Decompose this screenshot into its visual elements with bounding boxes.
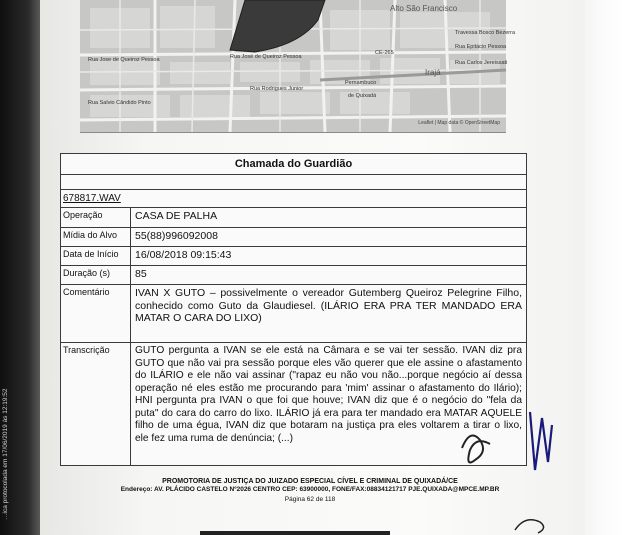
scan-left-edge bbox=[0, 0, 40, 535]
field-value: GUTO pergunta a IVAN se ele está na Câmara e se vai ter sessão. IVAN diz pra GUTO que não vai pra sessão porque eles vão querer que ele assine o afastamento do ILÁRIO e ele não vai assinar ("rapaz eu não vou não...porque negócio aí dessa operação né eles estão me procurando para 'mim' assinar o afastamento do Ilário); HNI pergunta pra IVAN o que foi que houve; IVAN diz que é o negócio do "fela da puta" do cara do carro do lixo. ILÁRIO já era para ter mandado era MATAR AQUELE filho de uma égua, IVAN diz que botaram na justiça pra eles voltarem a tirar o lixo, ele fez uma ruma de denúncia; (...) bbox=[135, 345, 522, 444]
field-row-operacao bbox=[61, 208, 526, 228]
field-label: Data de Início bbox=[61, 247, 131, 265]
field-row-data-de-inicio bbox=[61, 247, 526, 266]
map-street-label: Travessa Bosco Bezerra bbox=[455, 30, 516, 36]
field-label: Mídia do Alvo bbox=[61, 228, 131, 246]
map-street-label: Pernambuco bbox=[345, 80, 377, 86]
form-title: Chamada do Guardião bbox=[61, 154, 526, 175]
field-label: Comentário bbox=[61, 285, 131, 342]
scan-bottom-strip bbox=[200, 531, 390, 535]
field-value: 85 bbox=[135, 268, 147, 280]
guardiao-call-form bbox=[60, 153, 527, 466]
field-row-duracao bbox=[61, 266, 526, 285]
field-row-midia-do-alvo bbox=[61, 228, 526, 247]
field-row-comentario bbox=[61, 285, 526, 343]
page-number: Página 62 de 118 bbox=[284, 496, 336, 503]
map-streets bbox=[80, 0, 506, 132]
map-district-label: Alto São Francisco bbox=[390, 4, 458, 13]
footer-office: PROMOTORIA DE JUSTIÇA DO JUIZADO ESPECIAL CÍVEL E CRIMINAL DE QUIXADÁ/CE bbox=[162, 478, 458, 485]
audio-file-name: 678817.WAV bbox=[61, 190, 526, 208]
field-label: Duração (s) bbox=[61, 266, 131, 284]
map-street-label: de Quixadá bbox=[348, 93, 377, 99]
field-value: CASA DE PALHA bbox=[135, 210, 218, 222]
map-street-label: Rua Salvio Cândido Pinto bbox=[88, 100, 151, 106]
map-street-label: Rua José de Queiroz Pessoa bbox=[230, 54, 302, 60]
field-value: 16/08/2018 09:15:43 bbox=[135, 249, 232, 261]
map-street-label: Rua Rodrigues Junior bbox=[250, 86, 304, 92]
footer-address: Endereço: AV. PLÁCIDO CASTELO Nº2026 CENTRO CEP: 63900000, FONE/FAX:08834121717 PJE.QUIXADA@MPCE.MP.BR bbox=[120, 486, 500, 493]
map-street-label: Rua Carlos Jereissati bbox=[455, 60, 508, 66]
protocol-stamp: …ica protocolada em 17/06/2019 às 12:19:52 bbox=[2, 388, 9, 520]
field-value: IVAN X GUTO – possivelmente o vereador Gutemberg Queiroz Pelegrine Filho, conhecido como Guto da Glaudiesel. (ILÁRIO ERA PRA TER MANDADO ERA MATAR O CARA DO LIXO) bbox=[135, 287, 522, 324]
field-label: Operação bbox=[61, 208, 131, 227]
map-street-label: Rua Jose de Queiroz Pessoa bbox=[88, 57, 160, 63]
map-street-label: CE-265 bbox=[375, 50, 394, 56]
map-attribution: Leaflet | Map data © OpenStreetMap bbox=[418, 120, 500, 126]
field-value: 55(88)996092008 bbox=[135, 230, 218, 242]
form-spacer-row bbox=[61, 175, 526, 190]
map-street-label: Rua Epitácio Pessoa bbox=[455, 44, 507, 50]
map-image bbox=[80, 0, 516, 133]
document-footer bbox=[70, 478, 550, 503]
field-row-transcricao bbox=[61, 343, 526, 465]
field-label: Transcrição bbox=[61, 343, 131, 465]
map-district-label-2: Irajá bbox=[425, 68, 441, 77]
